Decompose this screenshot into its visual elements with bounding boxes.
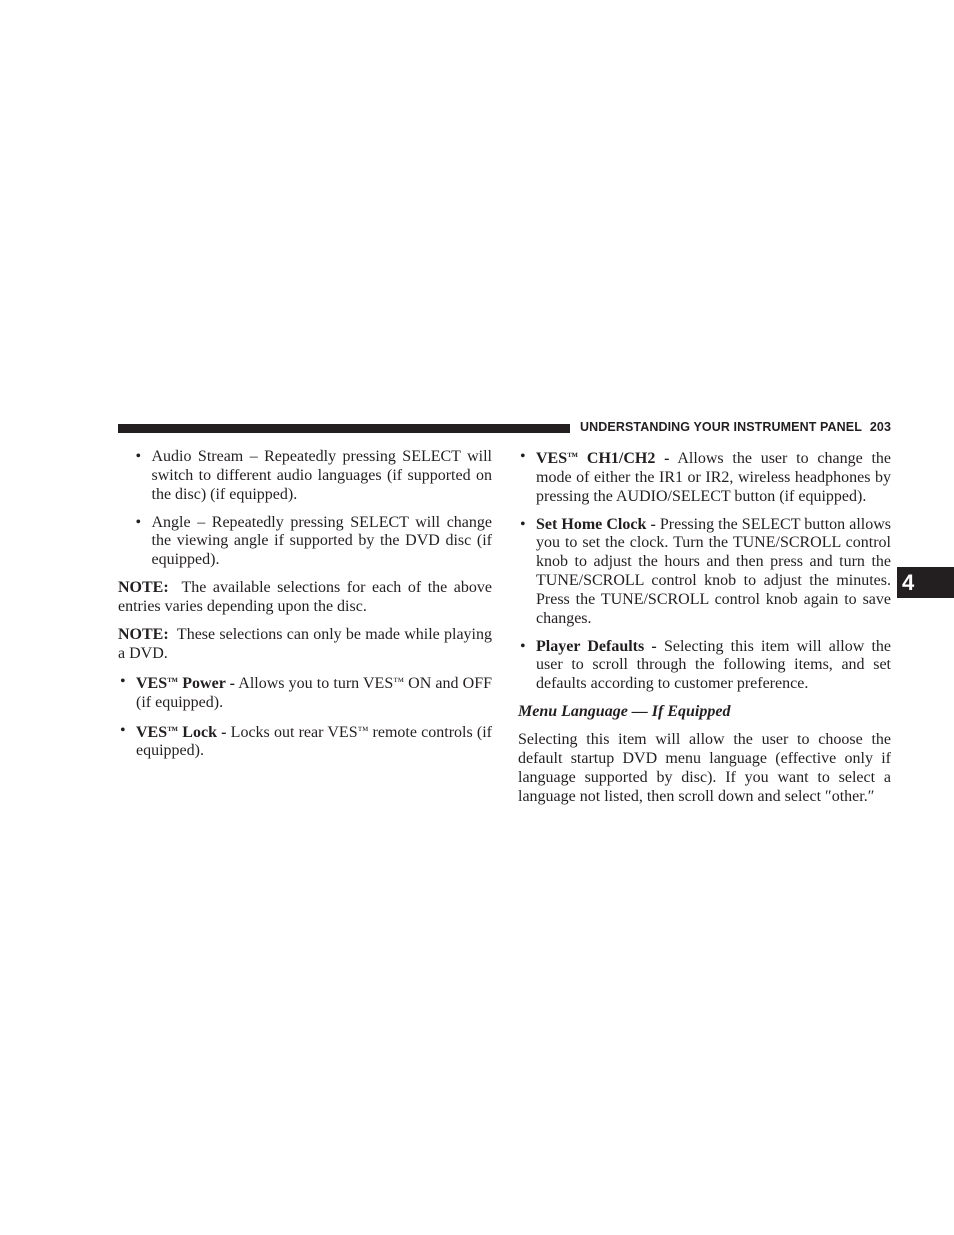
note-label: NOTE: <box>118 625 169 643</box>
body-paragraph: Selecting this item will allow the user to choose the default startup DVD menu language (effective only if language supported by disc). If you want to select a language not listed, then scroll down and select ″other.″ <box>518 731 891 805</box>
bullet-icon: • <box>520 637 526 655</box>
item-label: VES™ Lock - <box>136 723 227 741</box>
running-head <box>580 420 891 434</box>
list-item <box>134 448 493 504</box>
bullet-icon: • <box>120 672 126 690</box>
bullet-icon: • <box>135 513 142 531</box>
list-item-text: Allows the user to change the mode of either the IR1 or IR2, wireless headphones by pressing the AUDIO/SELECT button (if equipped). <box>536 450 891 505</box>
item-label: Set Home Clock - <box>536 515 656 533</box>
note-text: The available selections for each of the above entries varies depending upon the disc. <box>118 579 492 615</box>
right-column <box>518 448 891 815</box>
chapter-tab: 4 <box>897 567 954 598</box>
note-text: These selections can only be made while playing a DVD. <box>118 625 493 662</box>
list-item <box>134 514 493 570</box>
bullet-icon: • <box>135 448 142 465</box>
item-label: Player Defaults - <box>536 637 657 655</box>
list-item-text: Angle – Repeatedly pressing SELECT will change the viewing angle if supported by the DVD disc (if equipped). <box>151 513 492 569</box>
list-item-text: Pressing the SELECT button allows you to set the clock. Turn the TUNE/SCROLL control knob to adjust the hours and then press and turn the TUNE/SCROLL control knob to adjust the minutes. Press the TUNE/SCROLL control knob again to save changes. <box>536 515 892 627</box>
list-item <box>518 448 891 506</box>
item-label: VES™ Power - <box>136 674 235 692</box>
note-paragraph <box>118 579 492 617</box>
page-number: 203 <box>869 420 891 434</box>
chapter-title: UNDERSTANDING YOUR INSTRUMENT PANEL <box>580 420 862 434</box>
list-item-text: Audio Stream – Repeatedly pressing SELECT will switch to different audio languages (if supported on the disc) (if equipped). <box>151 448 492 503</box>
bullet-icon: • <box>120 721 126 739</box>
list-item-text: Selecting this item will allow the user to scroll through the following items, and set defaults according to customer preference. <box>536 637 892 693</box>
left-column <box>118 448 492 770</box>
list-item <box>518 638 891 694</box>
list-item-text: Allows you to turn VES™ ON and OFF (if equipped). <box>136 674 493 711</box>
note-label: NOTE: <box>118 579 169 597</box>
section-subheading: Menu Language — If Equipped <box>518 703 731 721</box>
list-item <box>118 722 492 762</box>
note-paragraph <box>118 626 492 664</box>
list-item-text: Locks out rear VES™ remote controls (if equipped). <box>136 723 493 760</box>
list-item <box>518 516 891 629</box>
item-label: VES™ CH1/CH2 - <box>536 450 670 467</box>
bullet-icon: • <box>520 448 526 465</box>
header-rule <box>118 424 570 433</box>
bullet-icon: • <box>520 515 526 533</box>
list-item <box>118 673 492 713</box>
